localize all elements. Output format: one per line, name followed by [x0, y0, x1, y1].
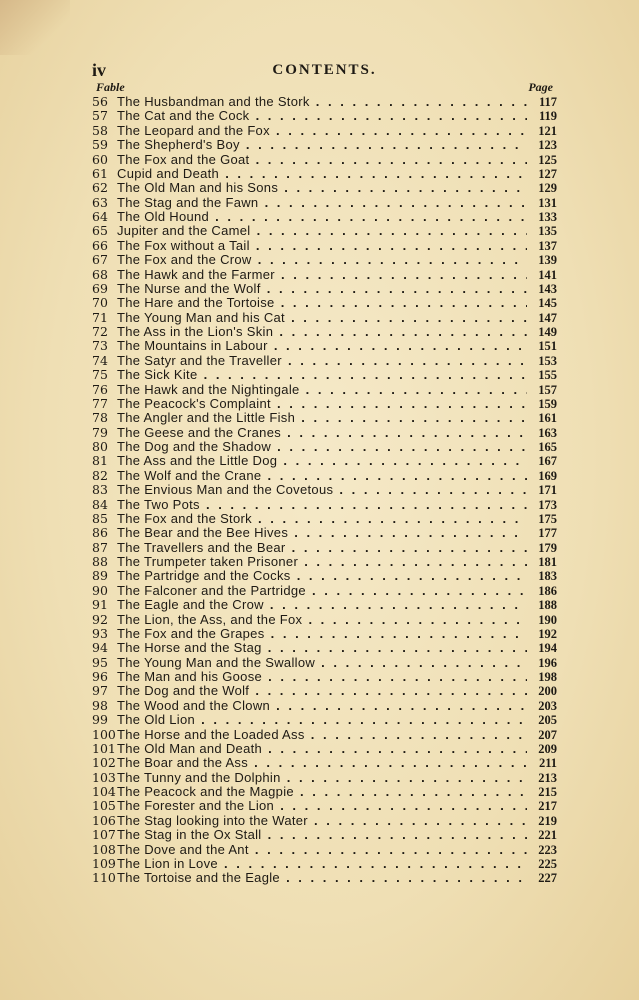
contents-entry [92, 368, 557, 382]
fable-number: 91 [92, 597, 108, 613]
page-number-ref: 157 [538, 382, 557, 397]
page-number-ref: 227 [538, 871, 557, 886]
fable-number: 103 [92, 769, 116, 785]
fable-number: 87 [92, 539, 108, 555]
fable-title: The Dove and the Ant . . . [117, 843, 527, 857]
contents-entry [92, 426, 557, 440]
contents-entry [92, 828, 557, 842]
page-number-ref: 147 [538, 310, 557, 325]
fable-number: 85 [92, 510, 108, 526]
fable-number: 69 [92, 280, 108, 296]
page-number-ref: 169 [538, 468, 557, 483]
page-number-ref: 117 [538, 95, 557, 109]
page-number-ref: 153 [538, 353, 557, 368]
page-number-ref: 217 [538, 799, 557, 814]
fable-number: 88 [92, 554, 108, 569]
contents-entry [92, 253, 557, 267]
contents-entry [92, 383, 557, 397]
page-number-ref: 179 [538, 540, 557, 555]
fable-title: The Horse and the Stag . . . [117, 641, 527, 655]
fable-number: 56 [92, 94, 108, 109]
fable-number: 58 [92, 122, 108, 138]
fable-number: 95 [92, 654, 108, 670]
contents-entry [92, 627, 557, 641]
fable-title: The Nurse and the Wolf . . . [117, 282, 527, 296]
fable-number: 82 [92, 467, 108, 483]
contents-entry [92, 339, 557, 353]
fable-number: 104 [92, 784, 116, 799]
fable-title: The Travellers and the Bear . . . [117, 541, 527, 555]
fable-title: The Stag in the Ox Stall . . . [117, 828, 527, 842]
contents-entry [92, 469, 557, 483]
fable-number: 100 [92, 726, 116, 742]
contents-entry [92, 555, 557, 569]
page-number-ref: 183 [538, 569, 557, 584]
contents-entry [92, 153, 557, 167]
fable-number: 72 [92, 324, 108, 339]
fable-number: 102 [92, 755, 116, 771]
fable-number: 65 [92, 223, 108, 239]
fable-number: 64 [92, 209, 108, 224]
fable-number: 76 [92, 381, 108, 397]
fable-title: The Falconer and the Partridge . . . [117, 584, 527, 598]
contents-entry [92, 440, 557, 454]
page-number-ref: 225 [538, 856, 557, 871]
fable-number: 62 [92, 180, 108, 196]
contents-entry [92, 756, 557, 770]
page-number-ref: 129 [538, 181, 557, 196]
page-number: iv [92, 60, 107, 80]
page-number-ref: 181 [538, 555, 557, 569]
page-number-ref: 209 [538, 741, 557, 756]
fable-title: The Fox and the Goat . . . [117, 153, 527, 167]
contents-entry [92, 785, 557, 799]
fable-title: The Man and his Goose . . . [117, 670, 527, 684]
contents-entry [92, 771, 557, 785]
contents-entry [92, 210, 557, 224]
fable-title: The Tunny and the Dolphin . . . [117, 771, 527, 785]
page-number-ref: 161 [538, 411, 557, 426]
page-number-ref: 131 [538, 195, 557, 210]
fable-title: The Dog and the Shadow . . . [117, 440, 527, 454]
fable-number: 59 [92, 137, 108, 153]
page-number-ref: 198 [538, 670, 557, 684]
fable-number: 80 [92, 439, 108, 454]
fable-title: The Sick Kite . . . [117, 368, 527, 382]
fable-title: The Peacock's Complaint . . . [117, 397, 527, 411]
contents-entry [92, 167, 557, 181]
fable-number: 92 [92, 611, 108, 627]
page-number-ref: 127 [538, 166, 557, 181]
contents-entry [92, 728, 557, 742]
fable-title: The Two Pots . . . [117, 498, 527, 512]
page-number-ref: 155 [538, 368, 557, 383]
fable-number: 84 [92, 496, 108, 512]
contents-entry [92, 454, 557, 468]
fable-number: 70 [92, 295, 108, 311]
contents-entry [92, 268, 557, 282]
contents-entry [92, 311, 557, 325]
page-number-ref: 121 [538, 123, 557, 138]
fable-number: 106 [92, 812, 116, 828]
paper-stain [0, 0, 70, 55]
fable-title: The Fox and the Grapes . . . [117, 627, 527, 641]
contents-entry [92, 196, 557, 210]
page-number-ref: 145 [538, 296, 557, 311]
fable-title: The Old Hound . . . [117, 210, 527, 224]
page-column-header: Page [528, 80, 553, 94]
page-number-ref: 219 [538, 813, 557, 828]
fable-number: 90 [92, 582, 108, 598]
fable-title: The Partridge and the Cocks . . . [117, 569, 527, 583]
fable-title: The Fox and the Crow . . . [117, 253, 527, 267]
fable-number: 109 [92, 855, 116, 871]
page-number-ref: 123 [538, 138, 557, 153]
fable-title: The Wood and the Clown . . . [117, 699, 527, 713]
page-number-ref: 133 [538, 210, 557, 224]
fable-number: 101 [92, 740, 116, 756]
fable-title: The Cat and the Cock . . . [117, 109, 527, 123]
page-number-ref: 159 [538, 396, 557, 411]
fable-title: The Envious Man and the Covetous . . . [117, 483, 527, 497]
page-number-ref: 205 [538, 713, 557, 728]
page-number-ref: 207 [538, 727, 557, 742]
fable-number: 89 [92, 568, 108, 584]
fable-title: The Wolf and the Crane . . . [117, 469, 527, 483]
page-number-ref: 215 [538, 785, 557, 799]
fable-title: The Satyr and the Traveller . . . [117, 354, 527, 368]
fable-title: The Old Lion . . . [117, 713, 527, 727]
fable-number: 110 [92, 870, 116, 886]
fable-title: The Fox and the Stork . . . [117, 512, 527, 526]
fable-number: 73 [92, 338, 108, 354]
fable-title: The Old Man and Death . . . [117, 742, 527, 756]
contents-entry [92, 483, 557, 497]
contents-entry [92, 641, 557, 655]
fable-title: The Leopard and the Fox . . . [117, 124, 527, 138]
fable-number: 66 [92, 237, 108, 253]
fable-number: 71 [92, 309, 108, 325]
page-number-ref: 200 [538, 684, 557, 699]
fable-number: 99 [92, 712, 108, 728]
contents-entry [92, 282, 557, 296]
page-number-ref: 190 [538, 612, 557, 627]
page-number-ref: 203 [538, 698, 557, 713]
page-number-ref: 192 [538, 626, 557, 641]
page-number-ref: 149 [538, 325, 557, 339]
fable-number: 105 [92, 798, 116, 814]
fable-title: The Bear and the Bee Hives . . . [117, 526, 527, 540]
page-number-ref: 223 [538, 842, 557, 857]
contents-entry [92, 656, 557, 670]
fable-number: 68 [92, 266, 108, 282]
page-number-ref: 196 [538, 655, 557, 670]
contents-entry [92, 354, 557, 368]
contents-entry [92, 397, 557, 411]
contents-entry [92, 569, 557, 583]
fable-title: The Old Man and his Sons . . . [117, 181, 527, 195]
fable-number: 93 [92, 625, 108, 641]
contents-entry [92, 138, 557, 152]
fable-title: The Lion in Love . . . [117, 857, 527, 871]
contents-entry [92, 239, 557, 253]
fable-title: The Horse and the Loaded Ass . . . [117, 728, 527, 742]
contents-entry [92, 296, 557, 310]
contents-entry [92, 713, 557, 727]
fable-title: The Tortoise and the Eagle . . . [117, 871, 527, 885]
fable-title: The Peacock and the Magpie . . . [117, 785, 527, 799]
page-number-ref: 165 [538, 440, 557, 454]
page-number-ref: 177 [538, 526, 557, 541]
fable-number: 94 [92, 640, 108, 656]
fable-number: 74 [92, 352, 108, 368]
page-number-ref: 137 [538, 238, 557, 253]
page-number-ref: 135 [538, 224, 557, 239]
fable-title: The Stag and the Fawn . . . [117, 196, 527, 210]
fable-number: 78 [92, 410, 108, 426]
fable-title: Cupid and Death . . . [117, 167, 527, 181]
contents-entry [92, 526, 557, 540]
fable-number: 86 [92, 525, 108, 541]
contents-entry [92, 598, 557, 612]
contents-entry [92, 325, 557, 339]
fable-number: 79 [92, 424, 108, 440]
page-number-ref: 213 [538, 770, 557, 785]
fable-number: 107 [92, 827, 116, 843]
fable-title: The Young Man and the Swallow . . . [117, 656, 527, 670]
page-number-ref: 188 [538, 598, 557, 613]
page-number-ref: 163 [538, 425, 557, 440]
fable-number: 98 [92, 697, 108, 713]
fable-title: The Fox without a Tail . . . [117, 239, 527, 253]
fable-number: 81 [92, 453, 108, 469]
contents-entry [92, 411, 557, 425]
contents-entry [92, 584, 557, 598]
page-number-ref: 119 [538, 109, 557, 124]
contents-entry [92, 843, 557, 857]
fable-number: 83 [92, 482, 108, 498]
page-number-ref: 141 [538, 267, 557, 282]
page-number-ref: 173 [538, 497, 557, 512]
fable-title: The Mountains in Labour . . . [117, 339, 527, 353]
column-headers [92, 80, 557, 96]
fable-title: The Husbandman and the Stork . . . [117, 95, 527, 109]
fable-number: 60 [92, 151, 108, 167]
fable-title: The Hawk and the Nightingale . . . [117, 383, 527, 397]
contents-entry [92, 613, 557, 627]
contents-entry [92, 684, 557, 698]
fable-title: The Young Man and his Cat . . . [117, 311, 527, 325]
fable-title: The Boar and the Ass . . . [117, 756, 527, 770]
contents-entry [92, 124, 557, 138]
page-number-ref: 221 [538, 828, 557, 843]
contents-entry [92, 541, 557, 555]
fable-title: The Ass and the Little Dog . . . [117, 454, 527, 468]
fable-title: The Shepherd's Boy . . . [117, 138, 527, 152]
page-number-ref: 125 [538, 152, 557, 167]
fable-title: Jupiter and the Camel . . . [117, 224, 527, 238]
fable-number: 97 [92, 683, 108, 699]
fable-title: The Hawk and the Farmer . . . [117, 268, 527, 282]
fable-title: The Forester and the Lion . . . [117, 799, 527, 813]
fable-number: 63 [92, 194, 108, 210]
fable-title: The Stag looking into the Water . . . [117, 814, 527, 828]
contents-entry [92, 109, 557, 123]
contents-entry [92, 742, 557, 756]
page-number-ref: 151 [538, 339, 557, 354]
contents-entry [92, 699, 557, 713]
contents-entry [92, 181, 557, 195]
contents-entry [92, 670, 557, 684]
contents-entry [92, 871, 557, 885]
contents-entry [92, 814, 557, 828]
fable-title: The Eagle and the Crow . . . [117, 598, 527, 612]
page-title: CONTENTS. [272, 62, 377, 78]
contents-entry [92, 857, 557, 871]
fable-number: 77 [92, 395, 108, 411]
fable-title: The Ass in the Lion's Skin . . . [117, 325, 527, 339]
page-number-ref: 194 [538, 641, 557, 656]
page-number-ref: 171 [538, 483, 557, 498]
contents-entry [92, 224, 557, 238]
fable-title: The Lion, the Ass, and the Fox . . . [117, 613, 527, 627]
fable-title: The Dog and the Wolf . . . [117, 684, 527, 698]
fable-title: The Trumpeter taken Prisoner . . . [117, 555, 527, 569]
fable-number: 57 [92, 108, 108, 124]
fable-title: The Angler and the Little Fish . . . [117, 411, 527, 425]
fable-title: The Geese and the Cranes . . . [117, 426, 527, 440]
fable-number: 67 [92, 252, 108, 268]
contents-entry [92, 95, 557, 109]
fable-number: 108 [92, 841, 116, 857]
contents-entry [92, 498, 557, 512]
fable-number: 96 [92, 669, 108, 684]
fable-column-header: Fable [96, 80, 125, 94]
page-number-ref: 167 [538, 454, 557, 469]
page-number-ref: 175 [538, 511, 557, 526]
fable-title: The Hare and the Tortoise . . . [117, 296, 527, 310]
page-number-ref: 211 [538, 756, 557, 771]
page-number-ref: 186 [538, 583, 557, 598]
contents-entry [92, 512, 557, 526]
page-number-ref: 143 [538, 281, 557, 296]
contents-list [92, 95, 557, 886]
fable-number: 75 [92, 367, 108, 383]
fable-number: 61 [92, 165, 108, 181]
contents-entry [92, 799, 557, 813]
page-number-ref: 139 [538, 253, 557, 268]
